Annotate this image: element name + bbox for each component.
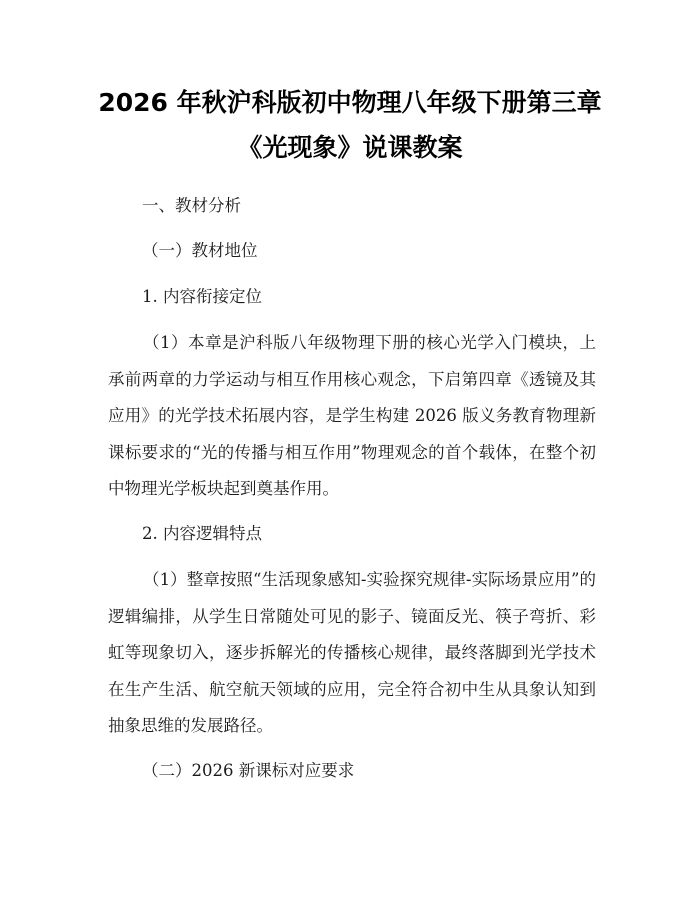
document-title-line-1: 2026 年秋沪科版初中物理八年级下册第三章	[98, 88, 602, 117]
item-heading-content-positioning: 1. 内容衔接定位	[142, 287, 262, 306]
document-title-line-2: 《光现象》说课教案	[237, 133, 463, 162]
subsection-heading-textbook-status: （一）教材地位	[142, 241, 258, 260]
paragraph-content-logic: （1）整章按照“生活现象感知-实验探究规律-实际场景应用”的逻辑编排，从学生日常随处可见的影子、镜面反光、筷子弯折、彩虹等现象切入，逐步拆解光的传播核心规律，最终落脚到光学技术在生产生活、航空航天领域的应用，完全符合初中生从具象认知到抽象思维的发展路径。	[108, 570, 596, 735]
item-heading-content-logic: 2. 内容逻辑特点	[142, 524, 262, 543]
paragraph-content-positioning: （1）本章是沪科版八年级物理下册的核心光学入门模块，上承前两章的力学运动与相互作用核心观念，下启第四章《透镜及其应用》的光学技术拓展内容，是学生构建 2026 版义务教育物理新课标要求的“光的传播与相互作用”物理观念的首个载体，在整个初中物理光学板块起到奠基作用。	[108, 333, 596, 498]
section-heading-textbook-analysis: 一、教材分析	[142, 196, 241, 215]
subsection-heading-curriculum-requirements: （二）2026 新课标对应要求	[142, 761, 355, 780]
